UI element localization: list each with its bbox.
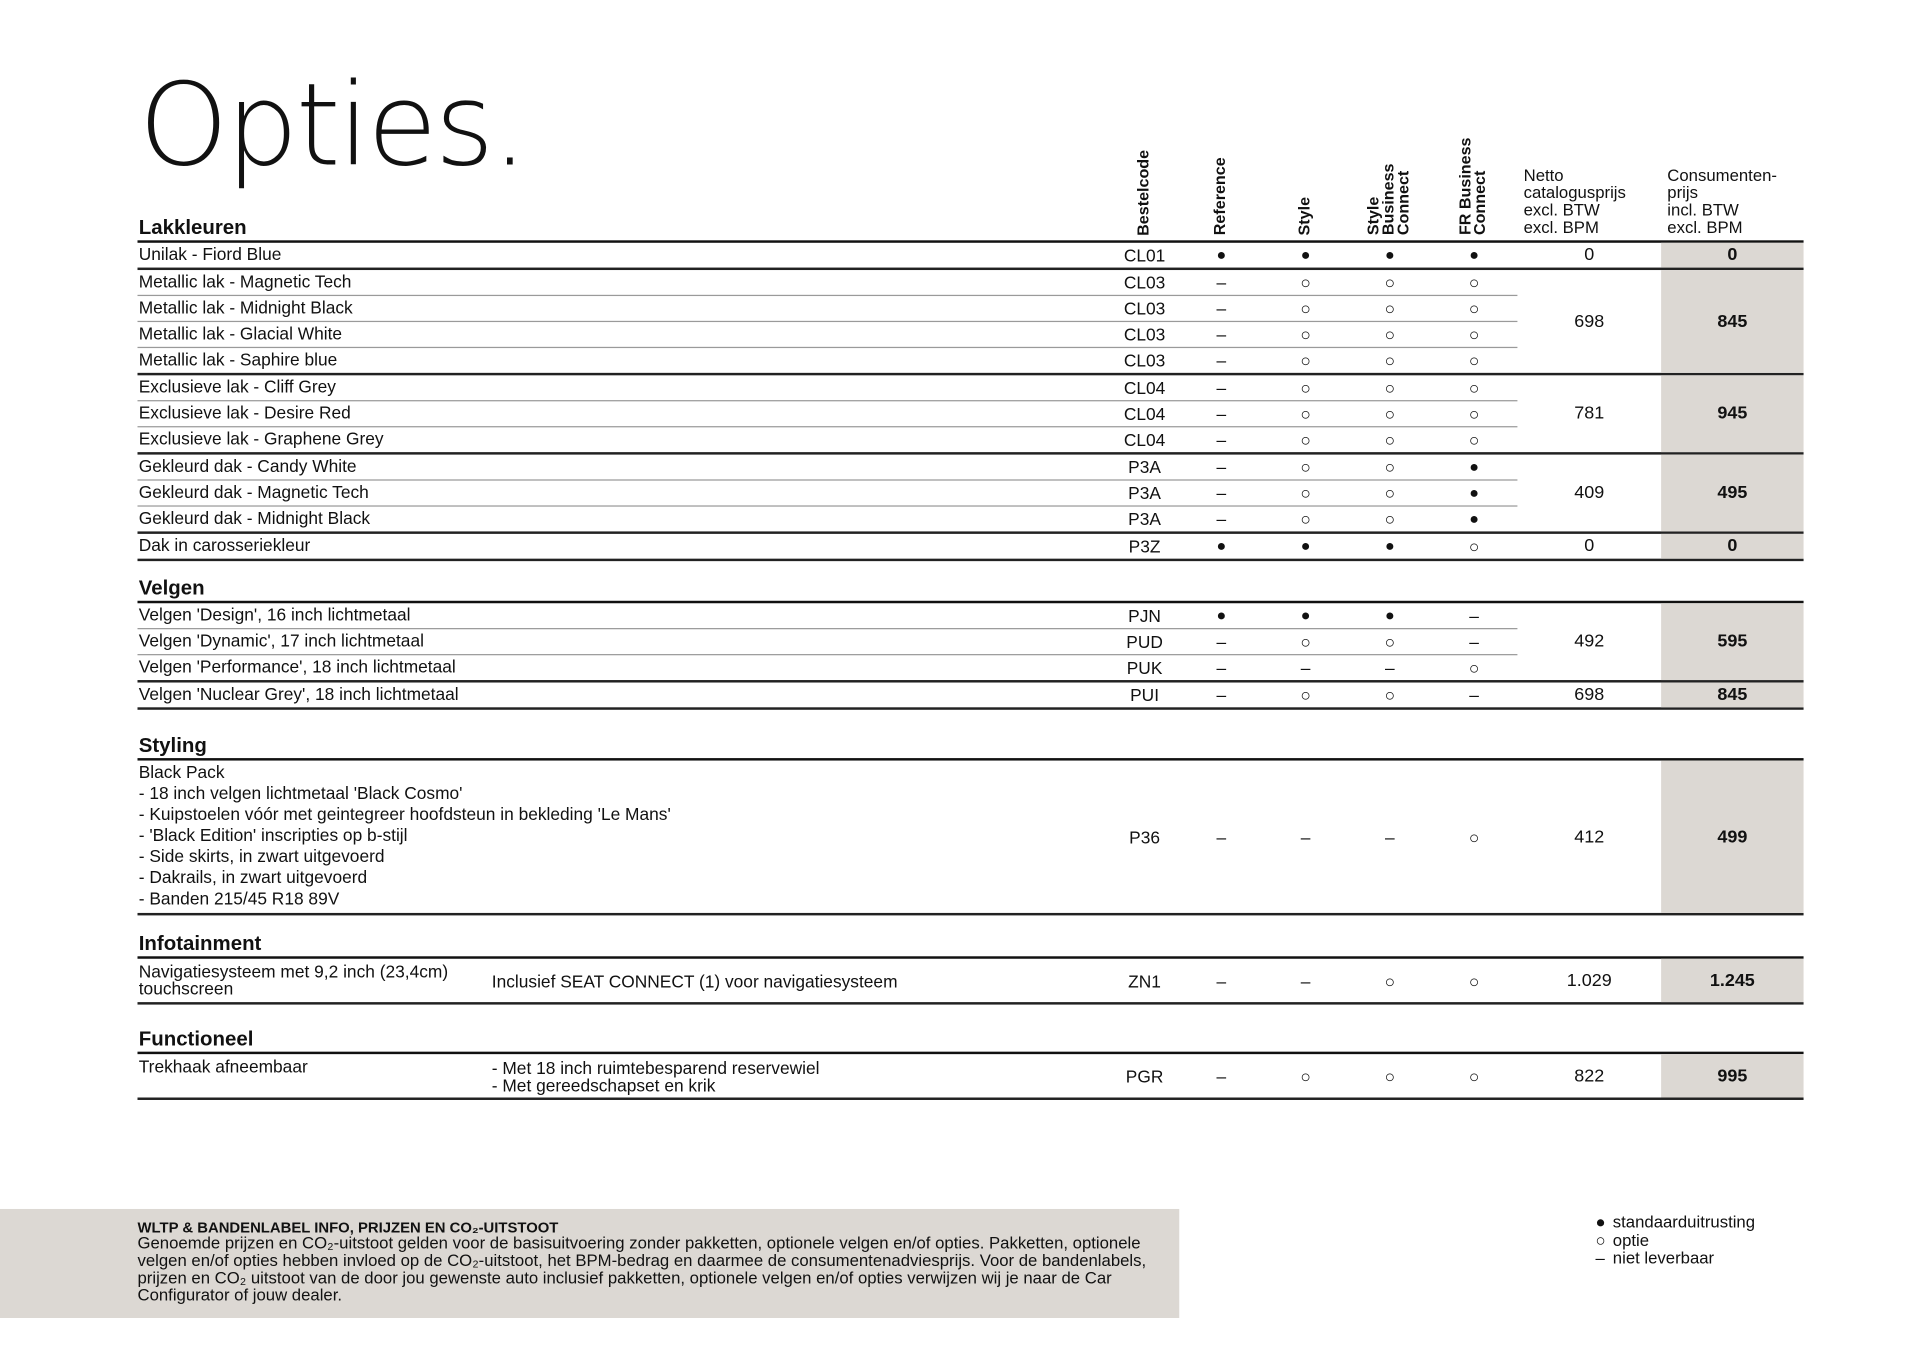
wltp-info-body: Genoemde prijzen en CO₂-uitstoot gelden voor de basisuitvoering zonder pakketten, optionele velgen en/of opties. Pakketten, optionele velgen en/of opties hebben invloed op de CO₂-uitstoot, het BPM-bedrag en daarmee de consumentenadviesprijs. Voor de bandenlabels, prijzen en CO₂ uitstoot van de door jou gewenste auto inclusief pakketten, optionele velgen en/of opties verwijzen wij je naar de Car Configurator of jouw dealer.	[137, 1233, 1147, 1305]
availability-fr: –	[1469, 605, 1479, 626]
availability-sbc: –	[1385, 657, 1395, 678]
price-group	[137, 455, 1803, 534]
option-name: Exclusieve lak - Desire Red	[138, 402, 351, 423]
availability-fr: ○	[1468, 970, 1480, 991]
availability-style: ○	[1300, 350, 1311, 371]
availability-ref: ●	[1216, 605, 1227, 625]
consumer-price: 845	[1661, 683, 1803, 708]
availability-fr: ●	[1469, 457, 1479, 476]
order-code: PUK	[1126, 657, 1163, 678]
availability-sbc: ○	[1384, 403, 1396, 424]
order-code: PUI	[1130, 685, 1160, 705]
availability-ref: –	[1216, 457, 1227, 477]
availability-sbc: ○	[1384, 272, 1396, 293]
section-title: Velgen	[138, 577, 205, 600]
availability-fr: ○	[1468, 298, 1480, 319]
availability-fr: ○	[1468, 657, 1480, 678]
availability-ref: –	[1216, 1065, 1227, 1086]
order-code: CL03	[1123, 324, 1166, 345]
group-rows	[137, 455, 1517, 532]
consumer-price: 499	[1661, 761, 1803, 913]
table-row	[137, 243, 1517, 268]
availability-style: –	[1300, 970, 1311, 991]
availability-fr: ○	[1468, 536, 1480, 557]
netto-price: 698	[1574, 311, 1605, 332]
table-row	[137, 655, 1517, 680]
price-group	[137, 683, 1803, 710]
option-name: Metallic lak - Midnight Black	[138, 297, 353, 318]
availability-ref: –	[1216, 377, 1227, 398]
price-group	[137, 761, 1803, 916]
availability-fr: ○	[1468, 429, 1480, 450]
section-velgen	[137, 576, 1803, 710]
order-code: CL04	[1123, 377, 1166, 398]
availability-sbc: ○	[1384, 509, 1396, 529]
netto-price: 0	[1584, 245, 1595, 266]
availability-sbc: ●	[1384, 605, 1395, 625]
order-code: PGR	[1125, 1065, 1164, 1086]
availability-ref: –	[1216, 298, 1227, 319]
consumer-price: 0	[1661, 534, 1803, 559]
availability-sbc: ○	[1384, 631, 1396, 652]
consumer-price: 995	[1661, 1054, 1803, 1097]
legend-label: niet leverbaar	[1612, 1248, 1715, 1268]
availability-fr: ○	[1468, 350, 1480, 371]
availability-style: ●	[1300, 536, 1311, 555]
order-code: P3A	[1128, 509, 1161, 529]
netto-price: 412	[1574, 826, 1605, 847]
availability-style: ○	[1300, 685, 1311, 705]
availability-ref: –	[1216, 272, 1227, 293]
dash-icon: –	[1595, 1248, 1605, 1268]
availability-fr: ○	[1468, 1065, 1480, 1086]
availability-fr: ●	[1469, 509, 1479, 528]
availability-ref: –	[1216, 657, 1227, 678]
availability-ref: –	[1216, 403, 1227, 424]
availability-style: –	[1300, 826, 1311, 847]
option-name: Metallic lak - Saphire blue	[138, 349, 338, 370]
availability-sbc: ○	[1384, 377, 1396, 398]
table-row	[137, 534, 1517, 559]
table-row	[137, 455, 1517, 481]
section-body	[137, 758, 1803, 915]
availability-style: ●	[1300, 245, 1311, 264]
wltp-info-box	[0, 1209, 1179, 1318]
availability-sbc: ○	[1384, 457, 1396, 477]
legend-item	[1595, 1250, 1755, 1268]
section-title: Infotainment	[138, 932, 262, 956]
table-row	[137, 322, 1517, 348]
availability-fr: ○	[1468, 377, 1480, 398]
consumer-price: 845	[1661, 270, 1803, 373]
order-code: PJN	[1128, 605, 1161, 626]
availability-fr: ○	[1468, 403, 1480, 424]
table-row	[137, 629, 1517, 655]
column-header-style-business-connect: Style Business Connect	[1363, 163, 1413, 236]
consumer-price: 495	[1661, 455, 1803, 532]
option-description: Inclusief SEAT CONNECT (1) voor navigatiesysteem	[491, 970, 898, 991]
legend-item	[1595, 1214, 1755, 1232]
table-row	[137, 296, 1517, 322]
availability-style: ○	[1300, 429, 1311, 450]
table-row	[137, 375, 1517, 401]
option-name: Velgen 'Dynamic', 17 inch lichtmetaal	[138, 630, 424, 651]
order-code: P3Z	[1128, 536, 1161, 557]
column-header-reference: Reference	[1210, 157, 1229, 236]
order-code: CL04	[1123, 403, 1166, 424]
group-rows	[137, 243, 1517, 268]
option-name: Gekleurd dak - Magnetic Tech	[138, 481, 369, 502]
availability-style: ○	[1300, 457, 1311, 477]
section-infotainment	[137, 932, 1803, 1005]
consumer-price: 0	[1661, 243, 1803, 268]
availability-ref: –	[1216, 631, 1227, 652]
table-row	[137, 348, 1517, 373]
netto-price: 698	[1574, 685, 1605, 705]
table-row	[137, 1054, 1517, 1097]
table-row	[137, 683, 1517, 708]
section-body	[137, 240, 1803, 561]
order-code: P3A	[1128, 483, 1161, 503]
option-name: Gekleurd dak - Candy White	[138, 455, 357, 476]
consumer-price: 1.245	[1661, 959, 1803, 1002]
availability-ref: –	[1216, 970, 1227, 991]
option-name: Navigatiesysteem met 9,2 inch (23,4cm) touchscreen	[138, 961, 449, 999]
order-code: ZN1	[1128, 970, 1161, 991]
group-rows	[137, 603, 1517, 680]
order-code: CL03	[1123, 350, 1166, 371]
availability-ref: –	[1216, 350, 1227, 371]
section-title: Functioneel	[138, 1028, 254, 1051]
netto-price: 781	[1574, 403, 1605, 424]
price-group	[137, 534, 1803, 561]
availability-style: ○	[1300, 483, 1311, 503]
availability-fr: –	[1469, 685, 1479, 705]
netto-price: 492	[1574, 631, 1605, 652]
option-name: Dak in carosseriekleur	[138, 535, 311, 555]
section-body	[137, 956, 1803, 1004]
option-description: - Met 18 inch ruimtebesparend reservewiel - Met gereedschapset en krik	[491, 1057, 820, 1095]
availability-sbc: ○	[1384, 324, 1396, 345]
netto-price: 822	[1574, 1065, 1605, 1086]
availability-fr: ●	[1469, 483, 1479, 502]
table-row	[137, 761, 1517, 913]
group-rows	[137, 683, 1517, 708]
availability-style: ○	[1300, 298, 1311, 319]
availability-style: –	[1300, 657, 1311, 678]
table-row	[137, 401, 1517, 427]
option-name: Velgen 'Design', 16 inch lichtmetaal	[138, 604, 411, 625]
legend	[1595, 1214, 1755, 1268]
option-name: Exclusieve lak - Graphene Grey	[138, 428, 384, 449]
table-row	[137, 481, 1517, 507]
group-rows	[137, 375, 1517, 452]
page-title: Opties.	[138, 59, 526, 193]
availability-ref: –	[1216, 429, 1227, 450]
table-row	[137, 507, 1517, 532]
availability-style: ○	[1300, 324, 1311, 345]
availability-sbc: –	[1385, 826, 1395, 847]
option-name: Velgen 'Nuclear Grey', 18 inch lichtmetaal	[138, 683, 459, 704]
availability-sbc: ○	[1384, 685, 1396, 705]
price-group	[137, 270, 1803, 375]
section-title: Styling	[138, 734, 207, 757]
consumer-price: 945	[1661, 375, 1803, 452]
availability-ref: –	[1216, 324, 1227, 345]
order-code: P36	[1129, 826, 1161, 847]
option-name: Black Pack - 18 inch velgen lichtmetaal 'Black Cosmo' - Kuipstoelen vóór met geintegreer hoofdsteun in bekleding 'Le Mans' - 'Black Edition' inscripties op b-stijl - Side skirts, in zwart uitgevoerd - Dakrails, in zwart uitgevoerd - Banden 215/45 R18 89V	[138, 761, 671, 908]
price-group	[137, 375, 1803, 454]
legend-label: optie	[1612, 1230, 1650, 1250]
availability-sbc: ○	[1384, 298, 1396, 319]
table-row	[137, 427, 1517, 452]
option-name: Unilak - Fiord Blue	[138, 244, 282, 264]
availability-fr: ○	[1468, 272, 1480, 293]
order-code: CL01	[1123, 245, 1166, 266]
availability-style: ○	[1300, 631, 1311, 652]
availability-fr: ●	[1469, 245, 1479, 264]
availability-ref: ●	[1216, 245, 1227, 264]
availability-style: ○	[1300, 377, 1311, 398]
netto-price: 1.029	[1566, 970, 1612, 991]
table-row	[137, 603, 1517, 629]
order-code: P3A	[1128, 457, 1161, 477]
availability-style: ○	[1300, 509, 1311, 529]
legend-item	[1595, 1232, 1755, 1250]
table-row	[137, 270, 1517, 296]
availability-ref: –	[1216, 826, 1227, 847]
availability-style: ○	[1300, 1065, 1311, 1086]
column-header-code: Bestelcode	[1133, 149, 1153, 236]
table-row	[137, 959, 1517, 1002]
price-group	[137, 1054, 1803, 1100]
option-circle-icon: ○	[1595, 1230, 1606, 1250]
section-body	[137, 1052, 1803, 1100]
price-group	[137, 959, 1803, 1005]
availability-sbc: ●	[1384, 245, 1395, 264]
availability-sbc: ●	[1384, 536, 1395, 555]
availability-sbc: ○	[1384, 429, 1396, 450]
price-group	[137, 243, 1803, 270]
column-header-fr-business-connect: FR Business Connect	[1455, 137, 1489, 236]
option-name: Trekhaak afneembaar	[138, 1056, 308, 1077]
option-name: Metallic lak - Magnetic Tech	[138, 271, 352, 292]
netto-price: 0	[1584, 536, 1595, 557]
section-functioneel	[137, 1027, 1803, 1100]
group-rows	[137, 534, 1517, 559]
availability-fr: –	[1469, 631, 1479, 652]
availability-sbc: ○	[1384, 970, 1396, 991]
availability-fr: ○	[1468, 826, 1480, 847]
column-header-netto: Netto catalogusprijs excl. BTW excl. BPM	[1523, 165, 1626, 237]
group-rows	[137, 1054, 1517, 1097]
availability-ref: ●	[1216, 536, 1227, 555]
section-styling	[137, 733, 1803, 915]
availability-sbc: ○	[1384, 1065, 1396, 1086]
legend-label: standaarduitrusting	[1612, 1212, 1756, 1232]
section-body	[137, 601, 1803, 710]
availability-sbc: ○	[1384, 483, 1396, 503]
option-name: Gekleurd dak - Midnight Black	[138, 507, 371, 528]
availability-sbc: ○	[1384, 350, 1396, 371]
group-rows	[137, 761, 1517, 913]
netto-price: 409	[1574, 483, 1605, 503]
section-title: Lakkleuren	[138, 216, 247, 240]
consumer-price: 595	[1661, 603, 1803, 680]
standard-dot-icon: ●	[1595, 1212, 1606, 1232]
order-code: PUD	[1126, 631, 1163, 652]
group-rows	[137, 270, 1517, 373]
availability-ref: –	[1216, 685, 1227, 705]
group-rows	[137, 959, 1517, 1002]
availability-fr: ○	[1468, 324, 1480, 345]
column-header-consumer: Consumenten- prijs incl. BTW excl. BPM	[1667, 165, 1778, 237]
column-header-style: Style	[1294, 196, 1314, 236]
availability-style: ○	[1300, 272, 1311, 293]
availability-style: ○	[1300, 403, 1311, 424]
order-code: CL04	[1123, 429, 1166, 450]
wltp-info-title: WLTP & BANDENLABEL INFO, PRIJZEN EN CO₂-UITSTOOT	[137, 1218, 559, 1237]
order-code: CL03	[1123, 272, 1166, 293]
availability-ref: –	[1216, 509, 1227, 529]
option-name: Exclusieve lak - Cliff Grey	[138, 376, 336, 397]
option-name: Metallic lak - Glacial White	[138, 323, 343, 344]
order-code: CL03	[1123, 298, 1166, 319]
availability-style: ●	[1300, 605, 1311, 625]
availability-ref: –	[1216, 483, 1227, 503]
option-name: Velgen 'Performance', 18 inch lichtmetaal	[138, 656, 456, 677]
price-group	[137, 603, 1803, 682]
section-lakkleuren	[137, 216, 1803, 562]
